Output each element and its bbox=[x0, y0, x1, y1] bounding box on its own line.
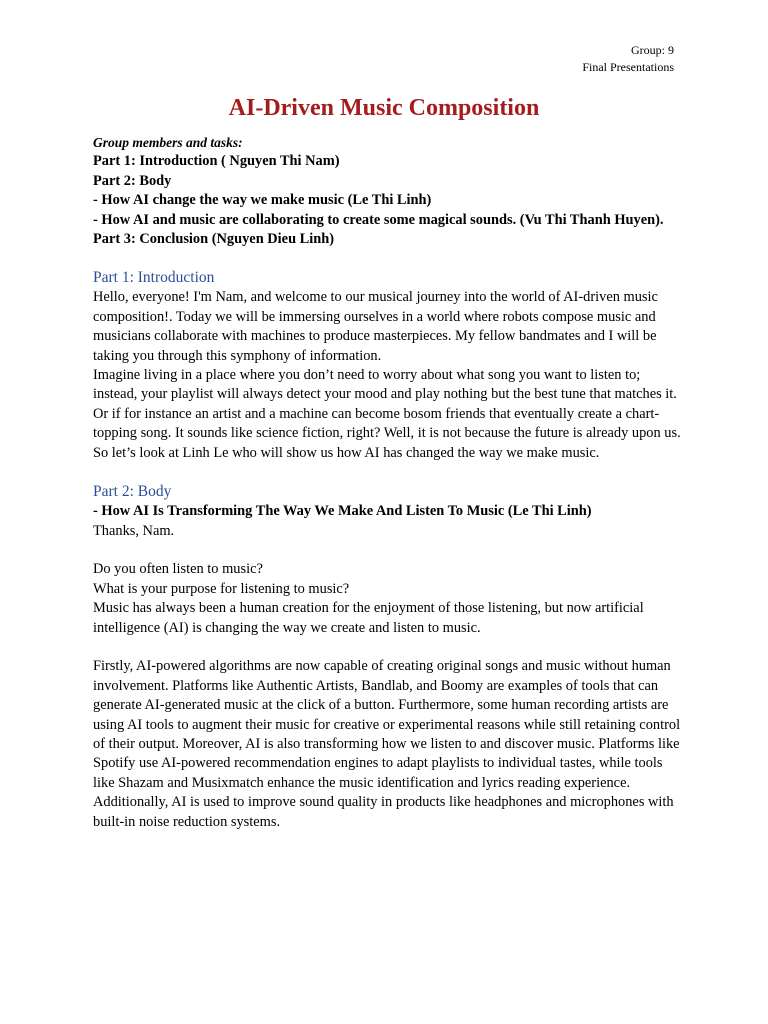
part2-subheading: - How AI Is Transforming The Way We Make And Listen To Music (Le Thi Linh) bbox=[93, 503, 592, 520]
document-title: AI-Driven Music Composition bbox=[228, 95, 540, 121]
paragraph-gap bbox=[93, 638, 683, 657]
part2-question: What is your purpose for listening to music? bbox=[93, 580, 350, 597]
part1-paragraph: Imagine living in a place where you don’t need to worry about what song you want to listen to; instead, your playlist will always detect your mood and play nothing but the best tune that matches it. Or if for instance an artist and a machine can become bosom friends that eventually create a chart-topping song. It sounds like science fiction, right? Well, it is not because the future is already upon us. So let’s look at Linh Le who will show us how AI has changed the way we make music. bbox=[93, 367, 681, 461]
part2-heading: Part 2: Body bbox=[93, 483, 172, 501]
member-line: Part 3: Conclusion (Nguyen Dieu Linh) bbox=[93, 231, 335, 248]
members-heading: Group members and tasks: bbox=[93, 135, 243, 150]
part1-heading: Part 1: Introduction bbox=[93, 269, 215, 287]
part2-question: Do you often listen to music? bbox=[93, 561, 263, 578]
member-line: Part 1: Introduction ( Nguyen Thi Nam) bbox=[93, 153, 340, 170]
member-line: - How AI change the way we make music (Le Thi Linh) bbox=[93, 192, 432, 209]
part2-paragraph: Music has always been a human creation for the enjoyment of those listening, but now artificial intelligence (AI) is changing the way we create and listen to music. bbox=[93, 600, 644, 636]
member-line: Part 2: Body bbox=[93, 172, 172, 189]
part1-paragraph: Hello, everyone! I'm Nam, and welcome to our musical journey into the world of AI-driven music composition!. Today we will be immersing ourselves in a world where robots compose music and musicians collaborate with machines to produce masterpieces. My fellow bandmates and I will be taking you through this symphony of information. bbox=[93, 289, 658, 364]
document-body bbox=[93, 133, 683, 832]
paragraph-gap bbox=[93, 541, 683, 560]
part2-paragraph: Firstly, AI-powered algorithms are now capable of creating original songs and music without human involvement. Platforms like Authentic Artists, Bandlab, and Boomy are examples of tools that can generate AI-generated music at the click of a button. Furthermore, some human recording artists are using AI tools to augment their music for creative or experimental reasons while still retaining control of their output. Moreover, AI is also transforming how we listen to and discover music. Platforms like Spotify use AI-powered recommendation engines to adapt playlists to individual tastes, while tools like Shazam and Musixmatch enhance the music identification and lyrics reading experience. Additionally, AI is used to improve sound quality in products like headphones and microphones with built-in noise reduction systems. bbox=[93, 658, 681, 830]
group-number: Group: 9 bbox=[631, 43, 674, 57]
page-header bbox=[582, 42, 674, 76]
header-label: Final Presentations bbox=[582, 60, 674, 74]
part2-thanks: Thanks, Nam. bbox=[93, 522, 175, 539]
member-line: - How AI and music are collaborating to create some magical sounds. (Vu Thi Thanh Huyen). bbox=[93, 211, 664, 228]
